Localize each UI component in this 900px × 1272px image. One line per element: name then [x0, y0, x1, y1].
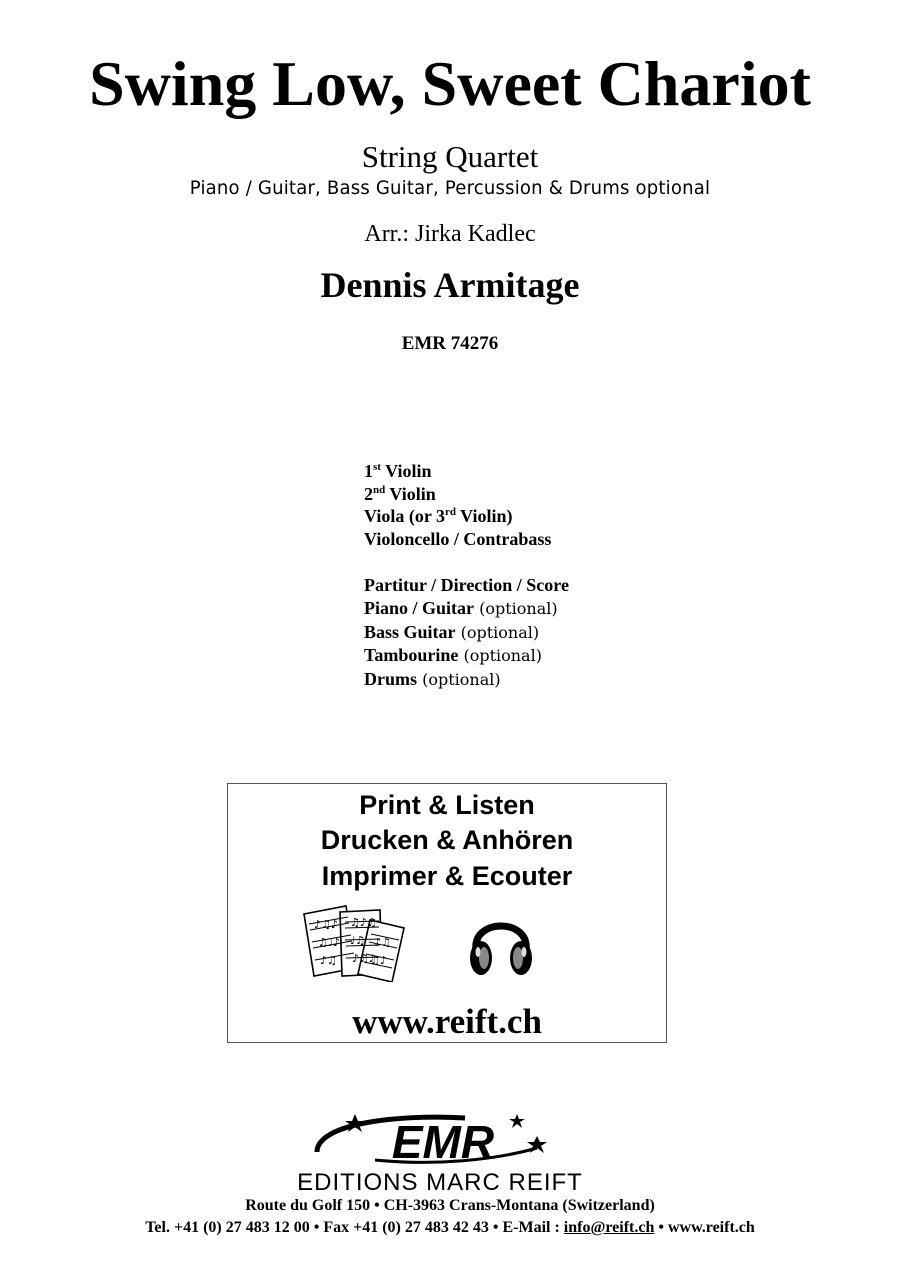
parts-spacer — [364, 550, 569, 574]
part-second-violin — [364, 483, 569, 506]
svg-text:♩♫: ♩♫ — [350, 934, 366, 947]
part-ordinal-suffix: rd — [445, 506, 456, 519]
part-label: Violin) — [456, 506, 513, 527]
promo-line-german: Drucken & Anhören — [320, 825, 574, 855]
logo-wordmark: EMR — [391, 1116, 495, 1168]
promo-line-english: Print & Listen — [359, 790, 535, 820]
svg-text:♪♫♪: ♪♫♪ — [314, 918, 338, 931]
publisher-logo — [255, 1108, 645, 1194]
publisher-address: Route du Golf 150 • CH-3963 Crans-Montana (Switzerland) — [245, 1197, 655, 1214]
publisher-name: EDITIONS MARC REIFT — [297, 1169, 583, 1194]
part-ordinal-suffix: nd — [373, 483, 386, 496]
promo-website[interactable]: www.reift.ch — [352, 1002, 542, 1041]
part-label: Bass Guitar — [364, 621, 456, 642]
svg-text:♫♪: ♫♪ — [370, 954, 387, 967]
part-ordinal: 1 — [364, 461, 373, 481]
parts-list — [364, 460, 569, 691]
composer-name: Dennis Armitage — [320, 265, 580, 305]
part-score: Partitur / Direction / Score — [364, 575, 569, 596]
part-bass-guitar — [364, 621, 569, 645]
part-piano — [364, 597, 569, 621]
optional-note: (optional) — [455, 622, 540, 642]
publisher-contact — [0, 1218, 900, 1238]
svg-text:♪♫: ♪♫ — [320, 954, 337, 967]
part-label: Drums — [364, 668, 417, 689]
part-first-violin — [364, 460, 569, 483]
svg-text:♫♩♪: ♫♩♪ — [318, 936, 341, 949]
contact-website[interactable]: • www.reift.ch — [654, 1219, 755, 1236]
part-tambourine — [364, 644, 569, 668]
contact-phone-fax: Tel. +41 (0) 27 483 12 00 • Fax +41 (0) 27 483 42 43 • E-Mail : — [145, 1219, 564, 1236]
part-viola — [364, 505, 569, 528]
optional-note: (optional) — [474, 598, 558, 618]
part-label: Viola (or 3 — [364, 506, 445, 527]
part-label: Piano / Guitar — [364, 597, 475, 618]
part-ordinal-suffix: st — [373, 461, 381, 473]
arranger-credit: Arr.: Jirka Kadlec — [364, 221, 536, 247]
optional-note: (optional) — [458, 646, 542, 666]
svg-text:♪♫: ♪♫ — [374, 936, 391, 949]
part-drums — [364, 668, 569, 692]
ensemble-subtitle: String Quartet — [361, 139, 539, 174]
optional-note: (optional) — [417, 669, 501, 689]
svg-text:♫♪♫: ♫♪♫ — [350, 916, 377, 929]
print-listen-box — [227, 783, 667, 1043]
catalog-number: EMR 74276 — [401, 333, 499, 354]
part-label: Tambourine — [364, 645, 459, 666]
svg-text:♪♫♩: ♪♫♩ — [352, 952, 375, 965]
part-label: Violin — [385, 483, 436, 504]
promo-line-french: Imprimer & Ecouter — [321, 861, 573, 891]
headphones-icon — [466, 906, 536, 982]
part-label: Violin — [380, 461, 432, 481]
email-link[interactable]: info@reift.ch — [563, 1219, 655, 1236]
part-cello: Violoncello / Contrabass — [364, 528, 552, 549]
sheet-music-icon — [300, 902, 412, 982]
page-title: Swing Low, Sweet Chariot — [89, 48, 811, 119]
instrumentation-note: Piano / Guitar, Bass Guitar, Percussion & Drums optional — [189, 177, 711, 199]
part-ordinal: 2 — [364, 483, 373, 504]
